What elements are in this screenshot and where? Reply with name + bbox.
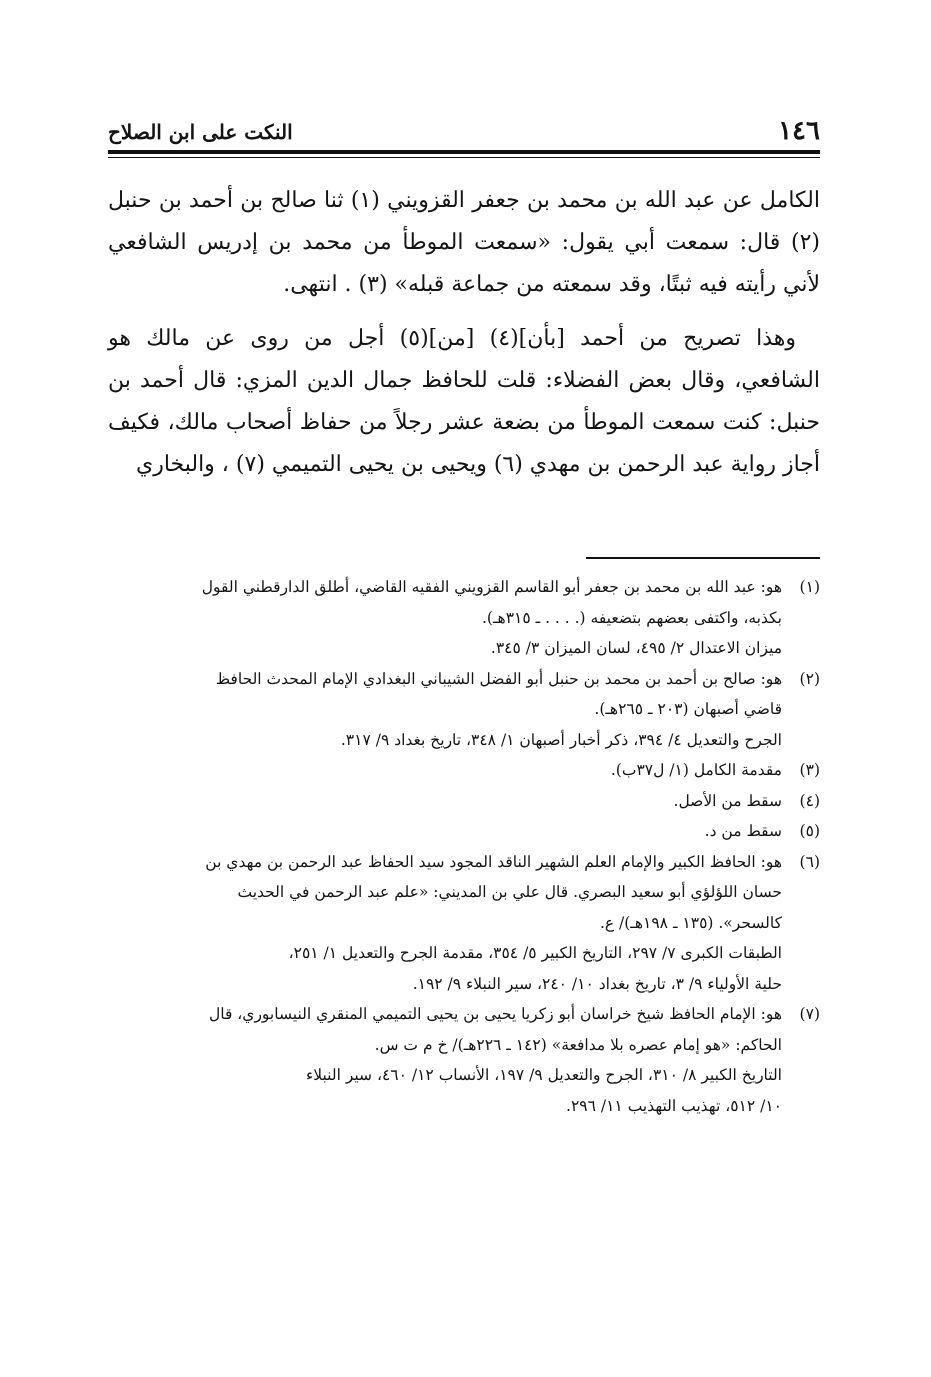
footnote-line: هو: الحافظ الكبير والإمام العلم الشهير الناقد المجود سيد الحفاظ عبد الرحمن بن مهدي بن [205, 852, 782, 871]
running-title: النكت على ابن الصلاح [108, 120, 293, 144]
footnote-6 [108, 847, 820, 1000]
footnote-line: هو: الإمام الحافظ شيخ خراسان أبو زكريا يحيى بن يحيى التميمي المنقري النيسابوري، قال [208, 1005, 782, 1023]
page-header [108, 112, 820, 148]
footnote-line: قاضي أصبهان (٢٠٣ ـ ٢٦٥هـ). [594, 700, 782, 718]
footnote-number: (٢) [799, 669, 820, 688]
footnote-2 [108, 664, 820, 756]
footnote-line: سقط من د. [704, 822, 782, 840]
footnote-line: الجرح والتعديل ٤/ ٣٩٤، ذكر أخبار أصبهان ١/ ٣٤٨، تاريخ بغداد ٩/ ٣١٧. [340, 730, 782, 749]
footnote-line: سقط من الأصل. [673, 791, 782, 810]
footnote-separator [586, 557, 820, 559]
footnote-4 [108, 786, 820, 817]
footnote-line: التاريخ الكبير ٨/ ٣١٠، الجرح والتعديل ٩/ ١٩٧، الأنساب ١٢/ ٤٦٠، سير النبلاء [305, 1066, 782, 1084]
footnote-line: الحاكم: «هو إمام عصره بلا مدافعة» (١٤٢ ـ ٢٢٦هـ)/ خ م ت س. [374, 1035, 782, 1054]
footnote-line: كالسحر». (١٣٥ ـ ١٩٨هـ)/ ع. [599, 913, 782, 932]
footnote-3 [108, 755, 820, 786]
footnote-line: حسان اللؤلؤي أبو سعيد البصري. قال علي بن المديني: «علم عبد الرحمن في الحديث [237, 883, 782, 901]
header-rule-thin [108, 157, 820, 158]
footnote-number: (٣) [799, 761, 820, 779]
footnote-number: (٥) [799, 822, 820, 840]
footnote-1 [108, 572, 820, 664]
main-text [108, 180, 820, 486]
footnote-number: (٤) [799, 791, 820, 810]
footnote-number: (٦) [799, 852, 820, 871]
page-number: ١٤٦ [778, 116, 820, 146]
footnote-line: حلية الأولياء ٩/ ٣، تاريخ بغداد ١٠/ ٢٤٠، سير النبلاء ٩/ ١٩٢. [412, 974, 782, 993]
main-paragraph-1: الكامل عن عبد الله بن محمد بن جعفر القزويني (١) ثنا صالح بن أحمد بن حنبل (٢) قال: سمعت أبي يقول: «سمعت الموطأ من محمد بن إدريس الشافعي لأني رأيته فيه ثبتًا، وقد سمعته من جماعة قبله» (٣) . انتهى. [108, 188, 820, 297]
footnote-5 [108, 816, 820, 847]
footnote-7 [108, 999, 820, 1121]
footnote-line: مقدمة الكامل (١/ ل٣٧ب). [610, 761, 782, 779]
footnotes [108, 572, 820, 1121]
footnote-line: ميزان الاعتدال ٢/ ٤٩٥، لسان الميزان ٣/ ٣٤٥. [490, 639, 782, 657]
footnote-line: الطبقات الكبرى ٧/ ٢٩٧، التاريخ الكبير ٥/ ٣٥٤، مقدمة الجرح والتعديل ١/ ٢٥١، [288, 944, 782, 962]
footnote-line: بكذبه، واكتفى بعضهم بتضعيفه (. . . . ـ ٣١٥هـ). [481, 608, 782, 627]
footnote-number: (١) [799, 578, 820, 596]
footnote-number: (٧) [799, 1005, 820, 1023]
footnote-line: ١٠/ ٥١٢، تهذيب التهذيب ١١/ ٢٩٦. [566, 1096, 782, 1115]
footnote-line: هو: صالح بن أحمد بن محمد بن حنبل أبو الفضل الشيباني البغدادي الإمام المحدث الحافظ [215, 669, 782, 688]
footnote-line: هو: عبد الله بن محمد بن جعفر أبو القاسم القزويني الفقيه القاضي، أطلق الدارقطني القول [201, 578, 782, 596]
header-rule-thick [108, 150, 820, 154]
main-paragraph-2: وهذا تصريح من أحمد [بأن](٤) [من](٥) أجل من روى عن مالك هو الشافعي، وقال بعض الفضلاء: قلت للحافظ جمال الدين المزي: قال أحمد بن حنبل: كنت سمعت الموطأ من بضعة عشر رجلاً من حفاظ أصحاب مالك، فكيف أجاز رواية عبد الرحمن بن مهدي (٦) ويحيى بن يحيى التميمي (٧) ، والبخاري [108, 326, 820, 477]
